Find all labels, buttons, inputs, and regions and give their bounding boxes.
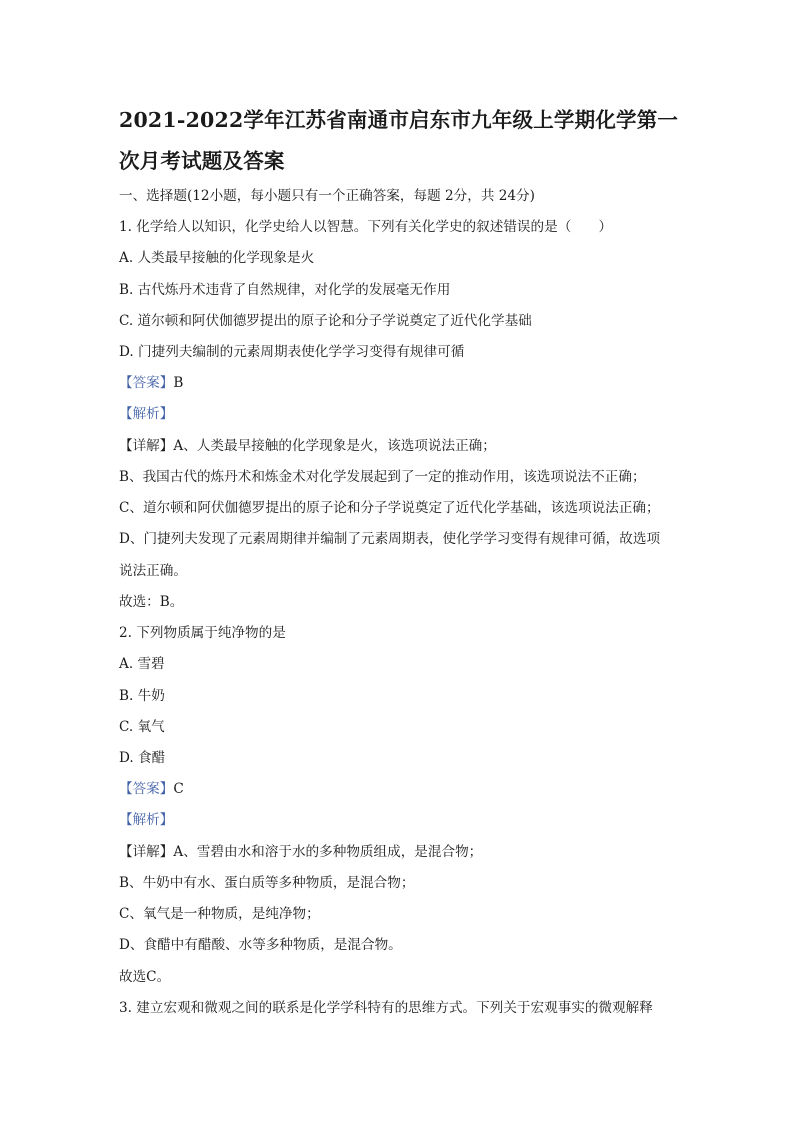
q2-detail-a — [119, 842, 482, 862]
q1-detail-a-text: A、人类最早接触的化学现象是火，该选项说法正确； — [173, 438, 496, 454]
q2-detail-a-text: A、雪碧由水和溶于水的多种物质组成，是混合物； — [173, 844, 483, 860]
q2-answer-line — [119, 779, 184, 799]
q2-analysis-line — [119, 810, 173, 830]
document-title-line-2: 次月考试题及答案 — [119, 149, 285, 173]
q2-detail-c: C、氧气是一种物质，是纯净物； — [119, 906, 320, 922]
q2-option-b: B. 牛奶 — [119, 688, 165, 704]
q1-option-a: A. 人类最早接触的化学现象是火 — [119, 250, 315, 266]
q1-detail-a — [119, 436, 496, 456]
q3-stem: 3. 建立宏观和微观之间的联系是化学学科特有的思维方式。下列关于宏观事实的微观解释 — [119, 1000, 653, 1016]
q1-analysis-line — [119, 404, 173, 424]
q2-option-a: A. 雪碧 — [119, 656, 165, 672]
analysis-tag: 【解析】 — [119, 812, 174, 828]
section-heading: 一、选择题(12小题，每小题只有一个正确答案，每题 2分，共 24分) — [119, 188, 535, 204]
detail-tag: 【详解】 — [119, 844, 174, 860]
answer-tag: 【答案】 — [119, 781, 174, 797]
q2-detail-b: B、牛奶中有水、蛋白质等多种物质，是混合物； — [119, 875, 415, 891]
q2-option-d: D. 食醋 — [119, 750, 166, 766]
detail-tag: 【详解】 — [119, 438, 174, 454]
q1-option-c: C. 道尔顿和阿伏伽德罗提出的原子论和分子学说奠定了近代化学基础 — [119, 313, 532, 329]
q1-stem: 1. 化学给人以知识，化学史给人以智慧。下列有关化学史的叙述错误的是（ ） — [119, 219, 613, 235]
q2-answer-value: C — [173, 781, 184, 797]
q1-detail-d-line-1: D、门捷列夫发现了元素周期律并编制了元素周期表，使化学学习变得有规律可循，故选项 — [119, 531, 661, 547]
q2-stem: 2. 下列物质属于纯净物的是 — [119, 625, 286, 641]
q1-answer-value: B — [173, 375, 184, 391]
q2-conclusion: 故选C。 — [119, 969, 171, 985]
analysis-tag: 【解析】 — [119, 406, 174, 422]
q1-conclusion: 故选：B。 — [119, 594, 184, 610]
q1-answer-line — [119, 373, 183, 393]
answer-tag: 【答案】 — [119, 375, 174, 391]
q1-detail-c: C、道尔顿和阿伏伽德罗提出的原子论和分子学说奠定了近代化学基础，该选项说法正确； — [119, 500, 660, 516]
q1-option-b: B. 古代炼丹术违背了自然规律，对化学的发展毫无作用 — [119, 282, 451, 298]
q1-detail-b: B、我国古代的炼丹术和炼金术对化学发展起到了一定的推动作用，该选项说法不正确； — [119, 469, 646, 485]
q2-option-c: C. 氧气 — [119, 719, 165, 735]
q1-option-d: D. 门捷列夫编制的元素周期表使化学学习变得有规律可循 — [119, 344, 465, 360]
document-title-line-1: 2021-2022学年江苏省南通市启东市九年级上学期化学第一 — [119, 108, 679, 132]
q1-detail-d-line-2: 说法正确。 — [119, 563, 187, 579]
q2-detail-d: D、食醋中有醋酸、水等多种物质，是混合物。 — [119, 937, 402, 953]
